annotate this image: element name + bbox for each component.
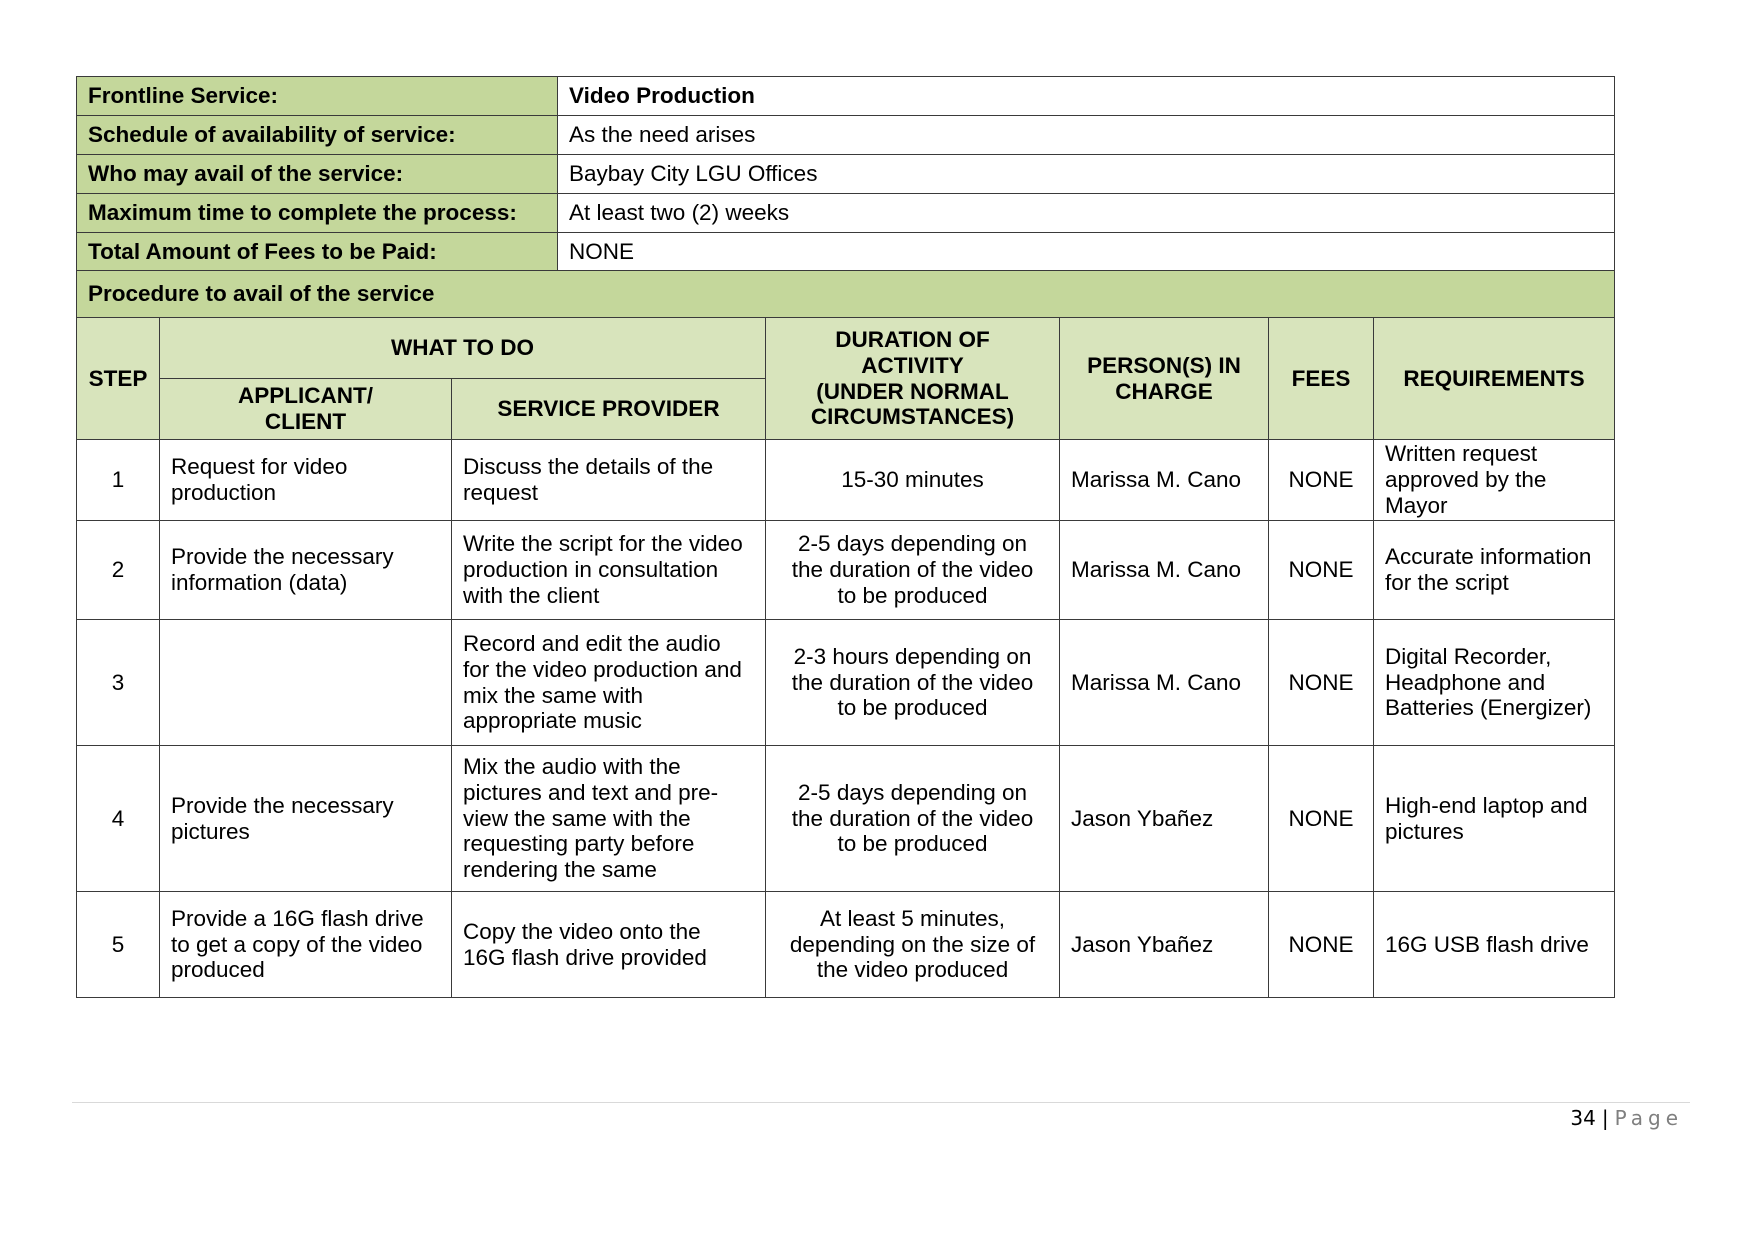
- table-row: [77, 892, 1615, 998]
- max-time-label: Maximum time to complete the process:: [77, 194, 558, 233]
- step-requirements: Accurate information for the script: [1374, 521, 1615, 620]
- info-row-max-time: [77, 194, 1615, 233]
- activity-duration: 15-30 minutes: [766, 440, 1060, 521]
- person-in-charge: Jason Ybañez: [1060, 746, 1269, 892]
- page-separator: |: [1601, 1106, 1609, 1130]
- page-footer: [1570, 1106, 1683, 1130]
- header-fees: FEES: [1269, 318, 1374, 440]
- fees-label: Total Amount of Fees to be Paid:: [77, 233, 558, 271]
- procedure-title: Procedure to avail of the service: [77, 271, 1615, 318]
- person-in-charge: Jason Ybañez: [1060, 892, 1269, 998]
- provider-action: Mix the audio with the pictures and text and pre- view the same with the requesting party before rendering the same: [452, 746, 766, 892]
- schedule-value: As the need arises: [558, 116, 1615, 155]
- info-row-who: [77, 155, 1615, 194]
- step-fees: NONE: [1269, 620, 1374, 746]
- step-number: 4: [77, 746, 160, 892]
- applicant-action: Request for video production: [160, 440, 452, 521]
- table-row: [77, 620, 1615, 746]
- table-row: [77, 440, 1615, 521]
- fees-value: NONE: [558, 233, 1615, 271]
- applicant-action: [160, 620, 452, 746]
- who-value: Baybay City LGU Offices: [558, 155, 1615, 194]
- step-fees: NONE: [1269, 521, 1374, 620]
- frontline-value: Video Production: [558, 77, 1615, 116]
- service-table: [76, 76, 1615, 998]
- step-number: 2: [77, 521, 160, 620]
- step-requirements: Written request approved by the Mayor: [1374, 440, 1615, 521]
- step-number: 1: [77, 440, 160, 521]
- header-requirements: REQUIREMENTS: [1374, 318, 1615, 440]
- page-word: Page: [1614, 1106, 1683, 1130]
- applicant-action: Provide the necessary pictures: [160, 746, 452, 892]
- activity-duration: At least 5 minutes, depending on the size of the video produced: [766, 892, 1060, 998]
- header-row-1: [77, 318, 1615, 379]
- provider-action: Write the script for the video production in consultation with the client: [452, 521, 766, 620]
- schedule-label: Schedule of availability of service:: [77, 116, 558, 155]
- step-number: 5: [77, 892, 160, 998]
- header-what-to-do: WHAT TO DO: [160, 318, 766, 379]
- step-fees: NONE: [1269, 440, 1374, 521]
- info-row-fees: [77, 233, 1615, 271]
- applicant-action: Provide a 16G flash drive to get a copy of the video produced: [160, 892, 452, 998]
- person-in-charge: Marissa M. Cano: [1060, 440, 1269, 521]
- activity-duration: 2-5 days depending on the duration of the video to be produced: [766, 521, 1060, 620]
- step-number: 3: [77, 620, 160, 746]
- provider-action: Record and edit the audio for the video production and mix the same with appropriate music: [452, 620, 766, 746]
- step-requirements: 16G USB flash drive: [1374, 892, 1615, 998]
- procedure-row: [77, 271, 1615, 318]
- step-requirements: Digital Recorder, Headphone and Batteries (Energizer): [1374, 620, 1615, 746]
- footer-divider: [72, 1102, 1690, 1103]
- step-fees: NONE: [1269, 746, 1374, 892]
- info-row-schedule: [77, 116, 1615, 155]
- who-label: Who may avail of the service:: [77, 155, 558, 194]
- provider-action: Copy the video onto the 16G flash drive provided: [452, 892, 766, 998]
- person-in-charge: Marissa M. Cano: [1060, 521, 1269, 620]
- header-persons: PERSON(S) IN CHARGE: [1060, 318, 1269, 440]
- frontline-label: Frontline Service:: [77, 77, 558, 116]
- person-in-charge: Marissa M. Cano: [1060, 620, 1269, 746]
- step-requirements: High-end laptop and pictures: [1374, 746, 1615, 892]
- header-applicant: APPLICANT/ CLIENT: [160, 379, 452, 440]
- provider-action: Discuss the details of the request: [452, 440, 766, 521]
- step-fees: NONE: [1269, 892, 1374, 998]
- table-row: [77, 521, 1615, 620]
- activity-duration: 2-3 hours depending on the duration of the video to be produced: [766, 620, 1060, 746]
- page-number: 34: [1570, 1106, 1596, 1130]
- header-duration: DURATION OF ACTIVITY (UNDER NORMAL CIRCUMSTANCES): [766, 318, 1060, 440]
- max-time-value: At least two (2) weeks: [558, 194, 1615, 233]
- header-step: STEP: [77, 318, 160, 440]
- header-provider: SERVICE PROVIDER: [452, 379, 766, 440]
- info-row-frontline: [77, 77, 1615, 116]
- applicant-action: Provide the necessary information (data): [160, 521, 452, 620]
- activity-duration: 2-5 days depending on the duration of the video to be produced: [766, 746, 1060, 892]
- table-row: [77, 746, 1615, 892]
